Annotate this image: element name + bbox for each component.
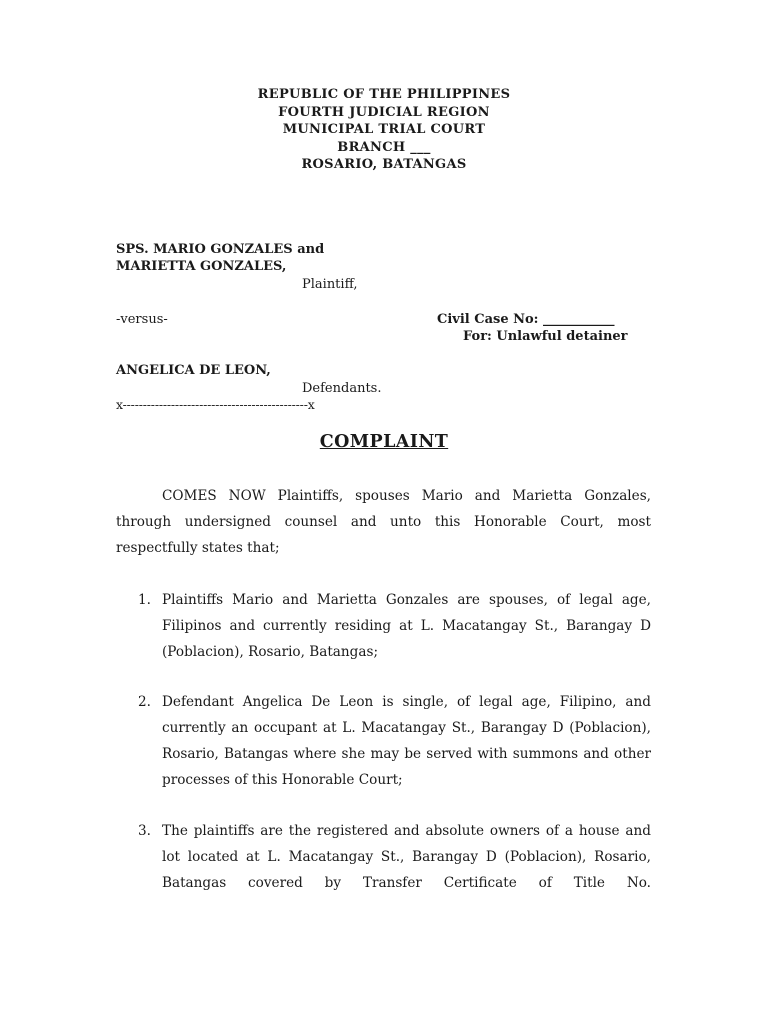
caption-court: MUNICIPAL TRIAL COURT xyxy=(282,122,486,137)
defendant-name: ANGELICA DE LEON, xyxy=(116,363,271,378)
court-caption xyxy=(0,86,768,174)
list-item-text: Plaintiffs Mario and Marietta Gonzales are spouses, of legal age, Filipinos and currently residing at L. Macatangay St., Barangay D (Poblacion), Rosario, Batangas; xyxy=(162,592,651,660)
list-item-number: 3. xyxy=(138,823,151,839)
case-nature: For: Unlawful detainer xyxy=(463,329,628,344)
list-item-number: 1. xyxy=(138,592,151,608)
caption-branch: BRANCH ___ xyxy=(337,139,431,155)
plaintiff-name-line2: MARIETTA GONZALES, xyxy=(116,259,287,274)
versus-label: -versus- xyxy=(116,312,168,327)
list-item-text: The plaintiffs are the registered and absolute owners of a house and lot located at L. Macatangay St., Barangay D (Poblacion), Rosario, Batangas covered by Transfer Certificate of Title No. xyxy=(162,823,651,891)
caption-republic: REPUBLIC OF THE PHILIPPINES xyxy=(257,87,511,102)
plaintiff-role: Plaintiff, xyxy=(302,277,358,292)
plaintiff-name-line1: SPS. MARIO GONZALES and xyxy=(116,242,325,257)
caption-separator: x----------------------------------------------x xyxy=(116,397,315,412)
intro-paragraph: COMES NOW Plaintiffs, spouses Mario and Marietta Gonzales, through undersigned counsel and unto this Honorable Court, most respectfully states that; xyxy=(116,488,651,556)
list-item-number: 2. xyxy=(138,694,151,710)
caption-location: ROSARIO, BATANGAS xyxy=(301,157,467,172)
document-title: COMPLAINT xyxy=(319,432,449,452)
list-item-text: Defendant Angelica De Leon is single, of legal age, Filipino, and currently an occupant at L. Macatangay St., Barangay D (Poblacion), Rosario, Batangas where she may be served with summons and other processes of this Honorable Court; xyxy=(162,694,651,788)
defendant-role: Defendants. xyxy=(302,381,382,396)
civil-case-number: Civil Case No: ___________ xyxy=(437,312,615,327)
caption-region: FOURTH JUDICIAL REGION xyxy=(278,104,490,120)
